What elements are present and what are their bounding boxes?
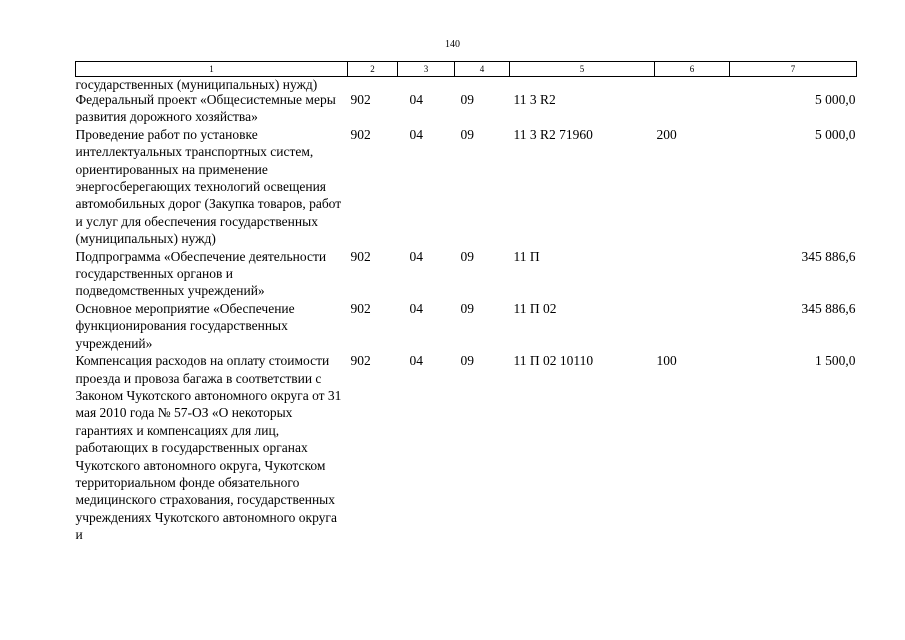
row-name: Федеральный проект «Общесистемные меры развития дорожного хозяйства» <box>75 92 336 125</box>
column-number-row <box>76 62 857 77</box>
column-number: 6 <box>655 62 730 77</box>
column-number: 2 <box>348 62 398 77</box>
amount <box>730 77 857 92</box>
ministry-code: 902 <box>350 92 371 107</box>
expense-type-code <box>655 77 730 92</box>
expense-type-code: 100 <box>656 353 677 369</box>
expense-type-code: 200 <box>656 126 677 142</box>
target-article-code: 11 3 R2 <box>513 92 556 107</box>
subsection-code: 09 <box>460 92 474 107</box>
section-code: 04 <box>409 248 423 264</box>
table-row <box>76 91 857 126</box>
ministry-code: 902 <box>350 248 371 264</box>
subsection-code: 09 <box>460 248 474 264</box>
target-article-code: 11 П <box>513 248 540 264</box>
column-number: 1 <box>76 62 348 77</box>
amount: 5 000,0 <box>815 92 856 107</box>
section-code: 04 <box>409 353 423 369</box>
row-name: Основное мероприятие «Обеспечение функционирования государственных учреждений» <box>75 300 295 351</box>
amount: 345 886,6 <box>801 248 856 264</box>
table-row <box>76 300 857 352</box>
page-number: 140 <box>445 39 460 50</box>
ministry-code: 902 <box>350 126 371 142</box>
ministry-code <box>348 77 398 92</box>
target-article-code: 11 П 02 <box>513 300 557 316</box>
expense-type-code <box>655 300 730 352</box>
column-number: 5 <box>510 62 655 77</box>
ministry-code: 902 <box>350 300 371 316</box>
ministry-code: 902 <box>350 353 371 369</box>
table-row <box>76 126 857 248</box>
subsection-code: 09 <box>460 353 474 369</box>
expense-type-code <box>655 248 730 300</box>
table-row <box>76 352 857 543</box>
subsection-code: 09 <box>460 300 474 316</box>
section-code: 04 <box>409 92 423 107</box>
row-name: Проведение работ по установке интеллектуальных транспортных систем, ориентированных на применение энергосберегающих технологий освещения автомобильных дорог (Закупка товаров, работ и услуг для обеспечения государственных (муниципальных) нужд) <box>75 126 342 247</box>
budget-table <box>75 61 857 544</box>
target-article-code <box>510 77 655 92</box>
row-name: Компенсация расходов на оплату стоимости проезда и провоза багажа в соответствии с Законом Чукотского автономного округа от 31 мая 2010 года № 57-ОЗ «О некоторых гарантиях и компенсациях для лиц, работающих в государственных органах Чукотского автономного округа, Чукотском территориальном фонде обязательного медицинского страхования, государственных учреждениях Чукотского автономного округа и <box>75 353 342 543</box>
column-number: 7 <box>730 62 857 77</box>
section-code <box>398 77 455 92</box>
subsection-code <box>455 77 510 92</box>
table-row <box>76 248 857 300</box>
column-number: 4 <box>455 62 510 77</box>
amount: 345 886,6 <box>801 300 856 316</box>
section-code: 04 <box>409 126 423 142</box>
section-code: 04 <box>409 300 423 316</box>
amount: 1 500,0 <box>815 353 856 369</box>
amount: 5 000,0 <box>815 126 856 142</box>
target-article-code: 11 3 R2 71960 <box>513 126 593 142</box>
subsection-code: 09 <box>460 126 474 142</box>
expense-type-code <box>655 91 730 126</box>
column-number: 3 <box>398 62 455 77</box>
row-name: государственных (муниципальных) нужд) <box>75 77 318 92</box>
row-name: Подпрограмма «Обеспечение деятельности государственных органов и подведомственных учреждений» <box>75 248 327 299</box>
table-row <box>76 77 857 92</box>
target-article-code: 11 П 02 10110 <box>513 353 594 369</box>
